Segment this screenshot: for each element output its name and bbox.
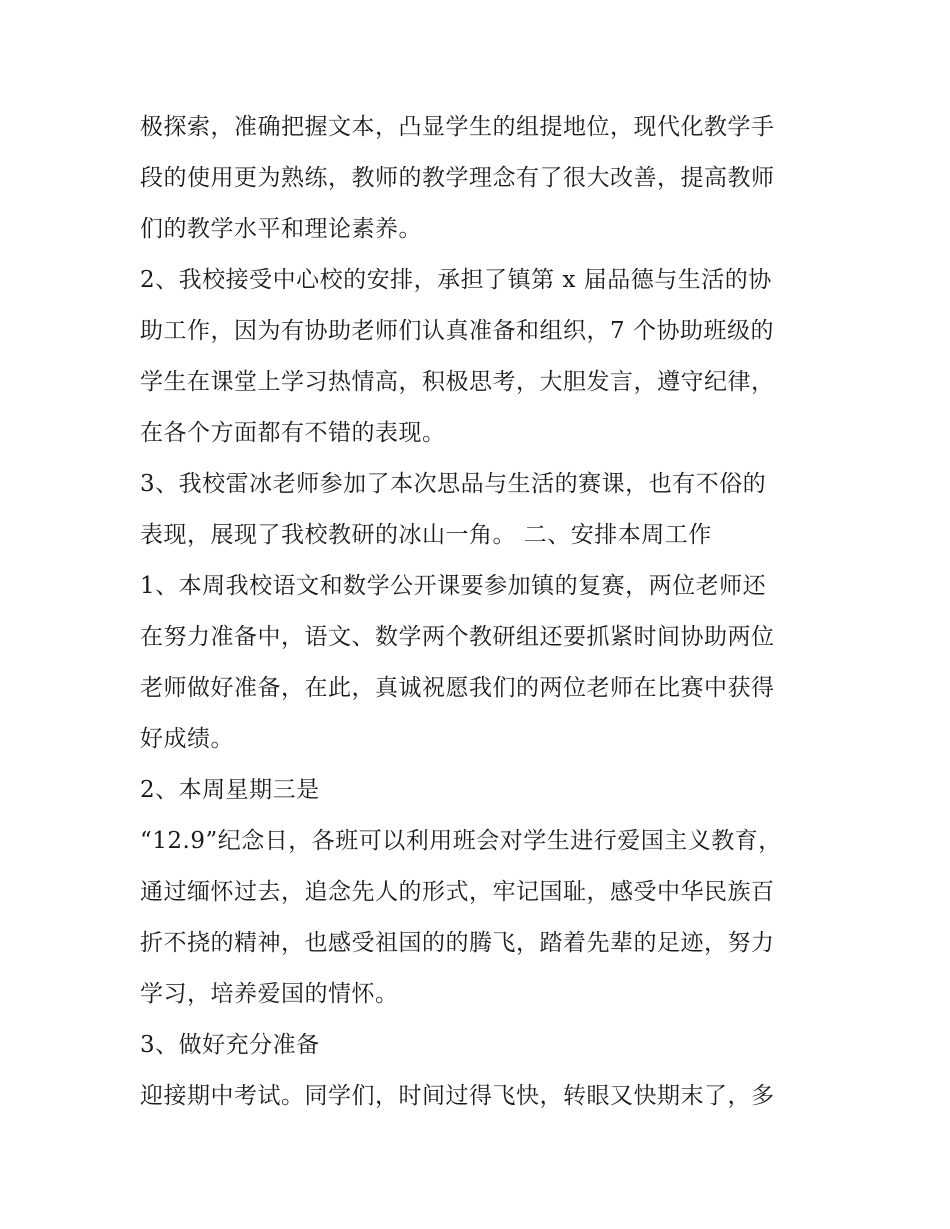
text-line: 在各个方面都有不错的表现。 xyxy=(140,420,446,446)
text-line: 3、做好充分准备 xyxy=(140,1032,320,1058)
text-line: “12.9”纪念日，各班可以利用班会对学生进行爱国主义教育， xyxy=(140,828,782,854)
text-line: 表现，展现了我校教研的冰山一角。 二、安排本周工作 xyxy=(140,522,712,548)
text-line: 段的使用更为熟练，教师的教学理念有了很大改善，提高教师 xyxy=(140,165,775,191)
text-line: 2、本周星期三是 xyxy=(140,777,320,803)
text-line: 1、本周我校语文和数学公开课要参加镇的复赛，两位老师还 xyxy=(140,573,767,599)
text-line: 们的教学水平和理论素养。 xyxy=(140,216,422,242)
text-line: 学习，培养爱国的情怀。 xyxy=(140,981,399,1007)
text-line: 极探索，准确把握文本，凸显学生的组提地位，现代化教学手 xyxy=(140,114,775,140)
text-line: 通过缅怀过去，追念先人的形式，牢记国耻，感受中华民族百 xyxy=(140,879,775,905)
text-line: 迎接期中考试。同学们，时间过得飞快，转眼又快期末了，多 xyxy=(140,1083,775,1109)
text-line: 折不挠的精神，也感受祖国的的腾飞，踏着先辈的足迹，努力 xyxy=(140,930,775,956)
body-text xyxy=(140,102,820,1122)
text-line: 2、我校接受中心校的安排，承担了镇第 x 届品德与生活的协 xyxy=(140,267,772,293)
text-line: 学生在课堂上学习热情高，积极思考，大胆发言，遵守纪律， xyxy=(140,369,775,395)
text-line: 老师做好准备，在此，真诚祝愿我们的两位老师在比赛中获得 xyxy=(140,675,775,701)
text-line: 3、我校雷冰老师参加了本次思品与生活的赛课，也有不俗的 xyxy=(140,471,767,497)
text-line: 在努力准备中，语文、数学两个教研组还要抓紧时间协助两位 xyxy=(140,624,775,650)
text-line: 好成绩。 xyxy=(140,726,234,752)
text-line: 助工作，因为有协助老师们认真准备和组织，7 个协助班级的 xyxy=(140,318,774,344)
